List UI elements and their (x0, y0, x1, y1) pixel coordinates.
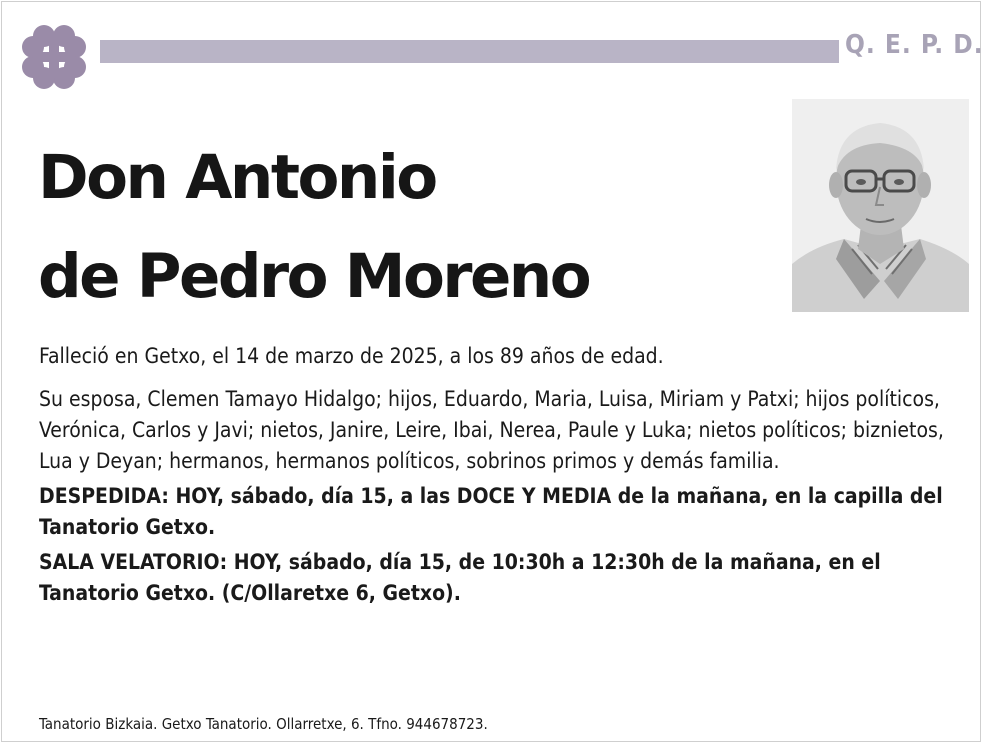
name-line-2: de Pedro Moreno (38, 241, 590, 312)
obituary-text (39, 341, 969, 613)
death-notice: Falleció en Getxo, el 14 de marzo de 2025, a los 89 años de edad. (39, 344, 664, 368)
name-line-1: Don Antonio (38, 142, 436, 213)
deceased-name (38, 128, 778, 326)
family-list: Su esposa, Clemen Tamayo Hidalgo; hijos, Eduardo, Maria, Luisa, Miriam y Patxi; hijos políticos, Verónica, Carlos y Javi; nietos, Janire, Leire, Ibai, Nerea, Paule y Luka; nietos políticos; biznietos, Lua y Deyan; hermanos, hermanos políticos, sobrinos primos y demás familia. (39, 387, 944, 473)
farewell-notice: DESPEDIDA: HOY, sábado, día 15, a las DOCE Y MEDIA de la mañana, en la capilla del Tanatorio Getxo. (39, 484, 943, 539)
qepd-heading: Q. E. P. D. (845, 30, 984, 60)
portrait-photo (792, 99, 969, 312)
wake-room-notice: SALA VELATORIO: HOY, sábado, día 15, de 10:30h a 12:30h de la mañana, en el Tanatorio Getxo. (C/Ollaretxe 6, Getxo). (39, 550, 881, 605)
obituary-card (1, 1, 984, 742)
header-bar (100, 40, 839, 63)
lauburu-icon (16, 19, 92, 95)
funeral-home-footer: Tanatorio Bizkaia. Getxo Tanatorio. Ollarretxe, 6. Tfno. 944678723. (39, 715, 488, 733)
